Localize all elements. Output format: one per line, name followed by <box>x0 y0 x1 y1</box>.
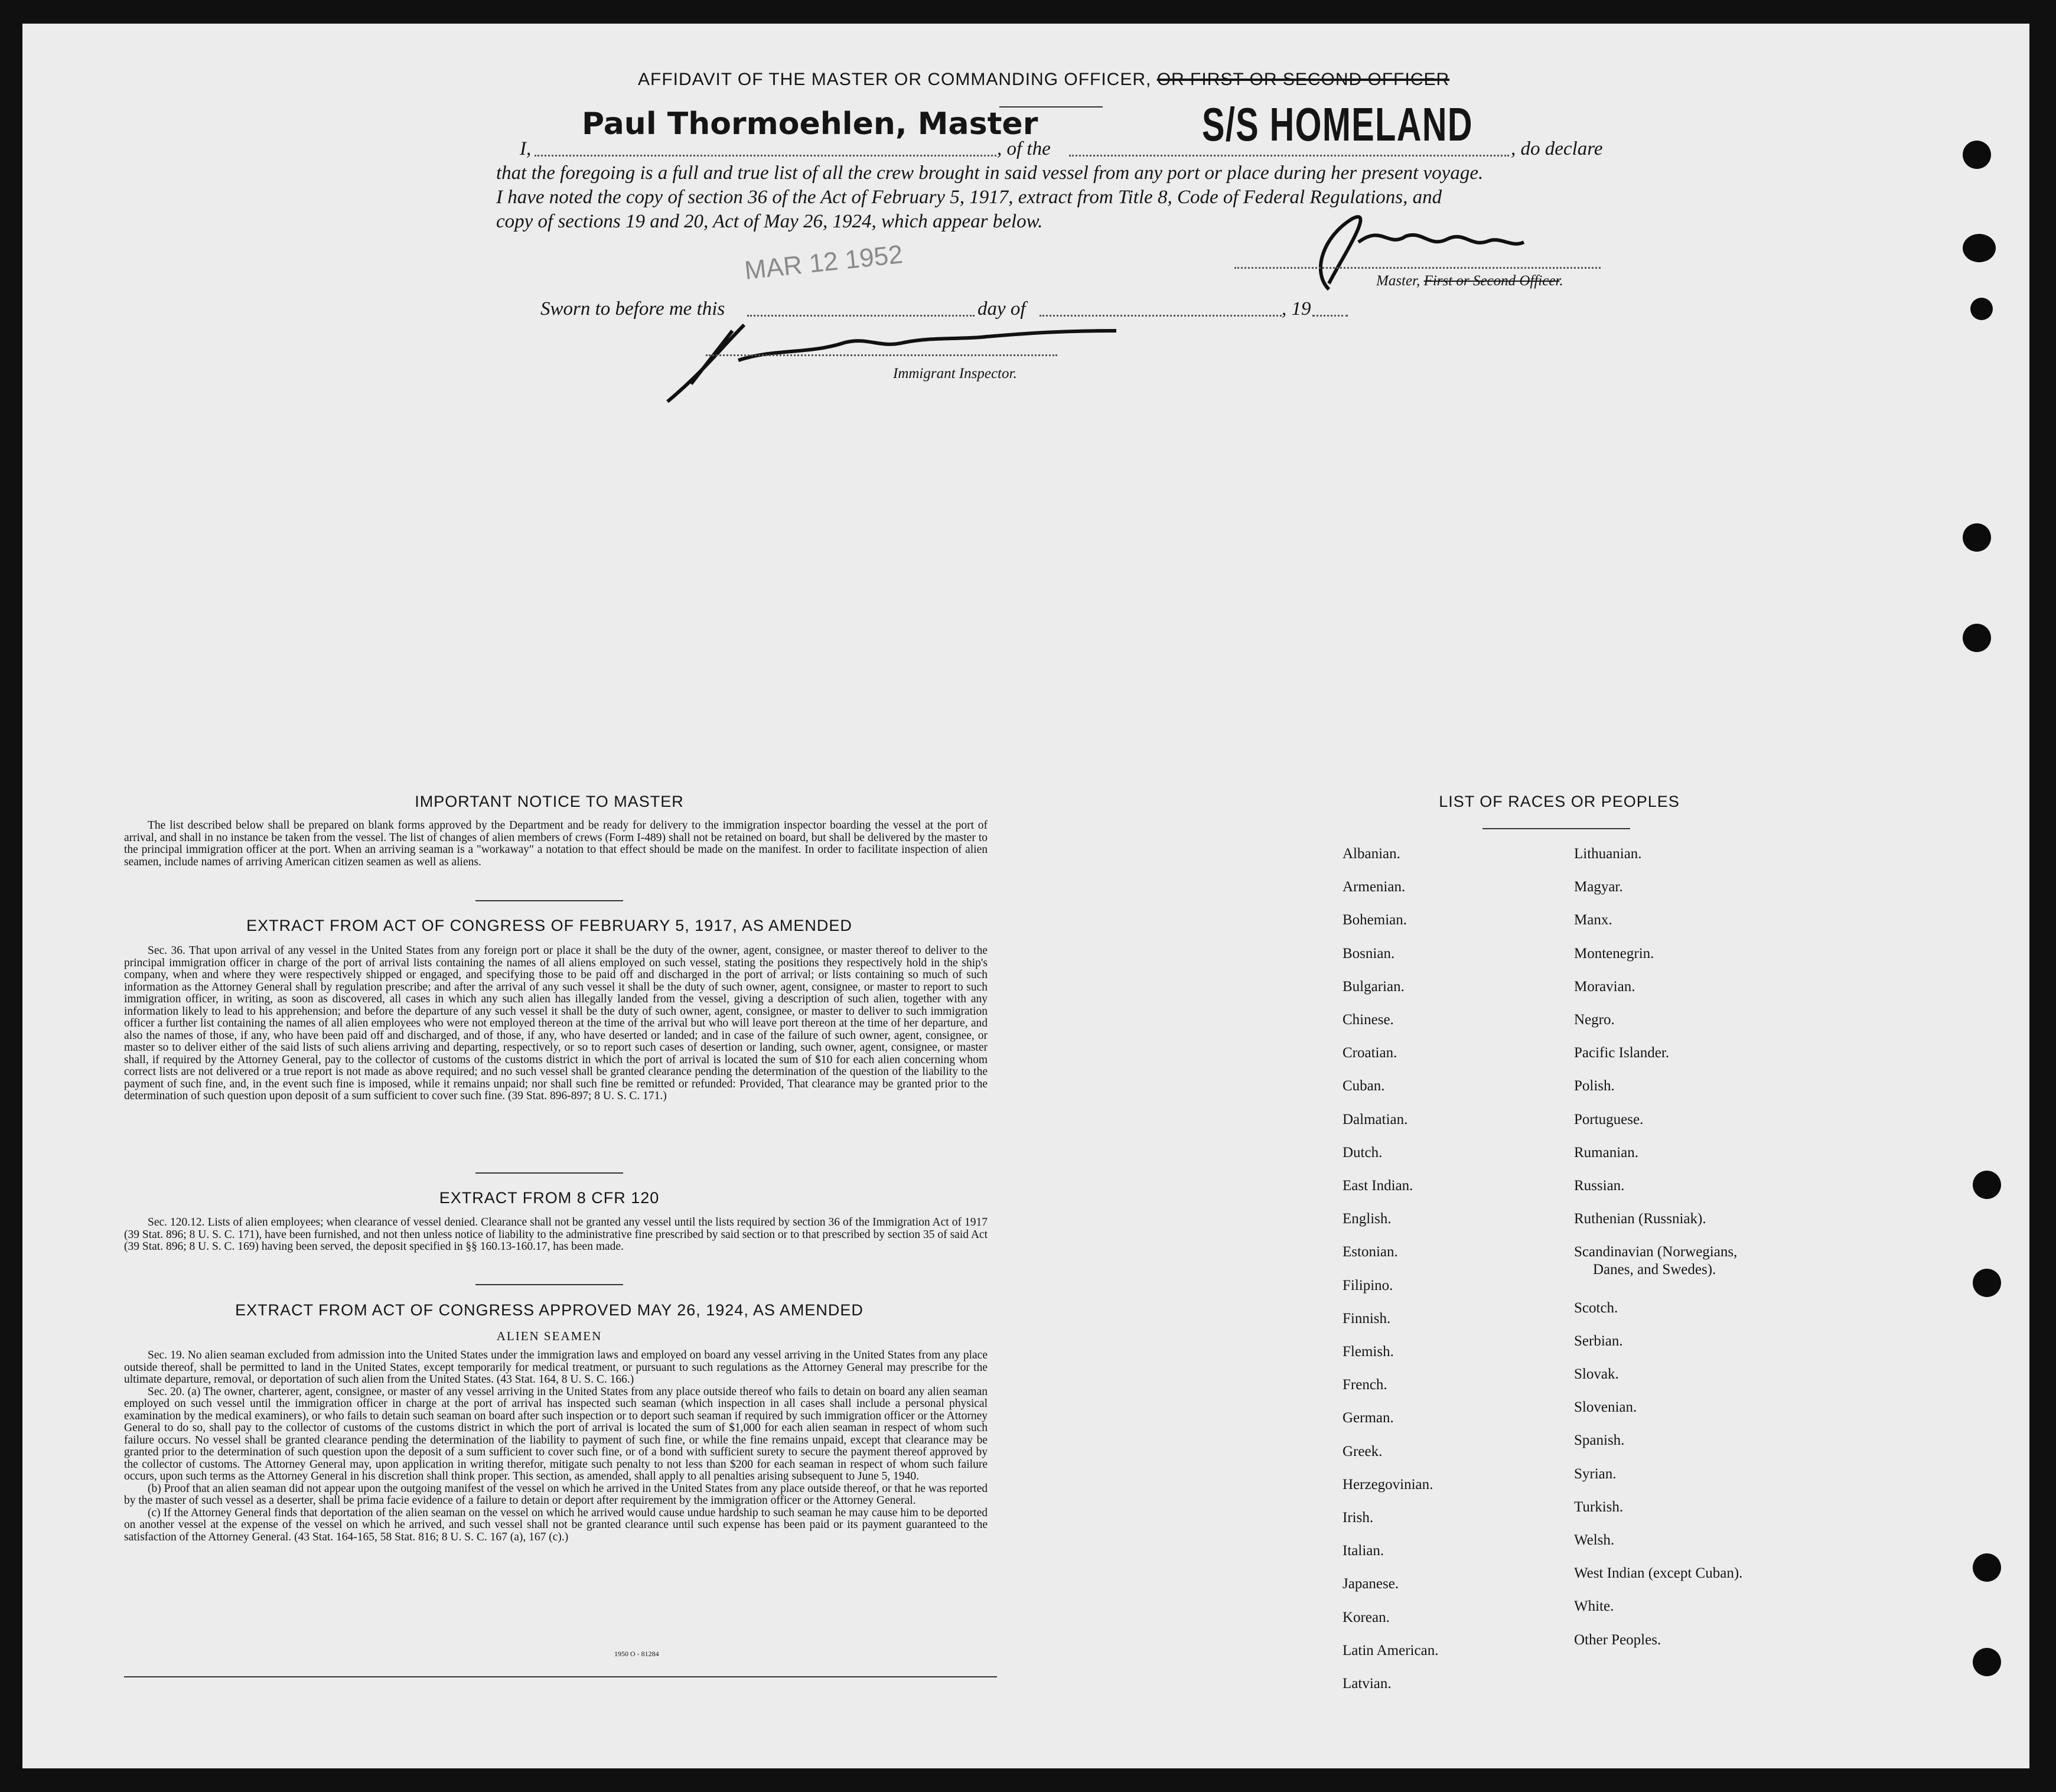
punch-hole <box>1973 1648 2001 1676</box>
race-item: French. <box>1343 1377 1387 1393</box>
race-item: Syrian. <box>1574 1465 1617 1482</box>
punch-hole <box>1963 624 1991 652</box>
inspector-label: Immigrant Inspector. <box>893 366 1017 382</box>
day-of-label: day of <box>978 298 1026 320</box>
date-stamp: MAR 12 1952 <box>743 240 904 285</box>
race-item: Moravian. <box>1574 978 1635 995</box>
extract-1917-heading: EXTRACT FROM ACT OF CONGRESS OF FEBRUARY 5, 1917, AS AMENDED <box>246 917 852 934</box>
alien-seamen-subheading: ALIEN SEAMEN <box>496 1329 602 1343</box>
race-item: Serbian. <box>1574 1332 1623 1349</box>
race-item: West Indian (except Cuban). <box>1574 1565 1743 1582</box>
extract-1924-body: Sec. 19. No alien seaman excluded from admission into the United States under the immigration laws and employed on board any vessel arriving in the United States from any place outside thereof, shall be permitted to land in the United States, except temporarily for medical treatment, or pursuant to such regulations as the Attorney General may prescribe for the ultimate departure, removal, or deportation of such alien from the United States. (43 Stat. 164, 8 U. S. C. 166.) Sec. 20. (a) The owner, charterer, agent, consignee, or master of any vessel arriving in the United States from any place outside thereof who fails to detain on board any alien seaman employed on such vessel until the immigration officer in charge at the port of arrival has inspected such seaman (which inspection in all cases shall include a personal physical examination by the medical examiners), or who fails to detain such seaman on board after such inspection or to deport such seaman if required by such immigration officer or the Attorney General to do so, shall pay to the collector of customs of the customs district in which the port of arrival is located the sum of $1,000 for each alien seaman in respect of whom such failure occurs. No vessel shall be granted clearance pending the determination of the liability to payment of such fine, or while the fine remains unpaid, except that clearance may be granted prior to the determination of such question upon the deposit of a sum sufficient to cover such fine, or of a bond with sufficient surety to secure the payment thereof approved by the collector of customs. The Attorney General may, upon application in writing therefor, mitigate such penalty to not less than $200 for each seaman in respect of whom such failure occurs, upon such terms as the Attorney General in his discretion shall think proper. This section, as amended, shall apply to all penalties arising subsequent to June 5, 1940. (b) Proof that an alien seaman did not appear upon the outgoing manifest of the vessel on which he arrived in the United States from any place outside thereof, or that he was reported by the master of such vessel as a deserter, shall be prima facie evidence of a failure to detain or deport after requirement by the immigration officer or the Attorney General. (c) If the Attorney General finds that deportation of the alien seaman on the vessel on which he arrived would cause undue hardship to such seaman he may cause him to be deported on another vessel at the expense of the vessel on which he arrived, and such vessel shall not be granted clearance until such expense has been paid or its payment guaranteed to the satisfaction of the Attorney General. (43 Stat. 164-165, 58 Stat. 816; 8 U. S. C. 167 (a), 167 (c).) <box>124 1349 988 1543</box>
race-item: Italian. <box>1343 1543 1384 1559</box>
punch-hole <box>1963 234 1996 262</box>
vessel-line <box>1069 155 1509 157</box>
race-item: Irish. <box>1343 1510 1374 1526</box>
punch-hole <box>1973 1171 2001 1199</box>
race-item: Montenegrin. <box>1574 945 1654 962</box>
race-item: Ruthenian (Russniak). <box>1574 1211 1706 1227</box>
race-item: Bosnian. <box>1343 945 1395 962</box>
race-item: Bohemian. <box>1343 912 1407 928</box>
race-item: Chinese. <box>1343 1012 1394 1028</box>
race-item: Turkish. <box>1574 1498 1624 1515</box>
race-item: Portuguese. <box>1574 1111 1644 1128</box>
extract-1917-body: Sec. 36. That upon arrival of any vessel in the United States from any foreign port or place it shall be the duty of the owner, agent, consignee, or master thereof to deliver to the principal immigration officer in charge of the port of arrival lists containing the names of all aliens employed on such vessel, stating the positions they respectively hold in the ship's company, when and where they were respectively shipped or engaged, and specifying those to be paid off and discharged in the port of arrival; or lists containing so much of such information as the Attorney General shall by regulation prescribe; and after the arrival of any such vessel it shall be the duty of such owner, agent, consignee, or master to report to such immigration officer, in writing, as soon as discovered, all cases in which any such alien has illegally landed from the vessel, giving a description of such alien, together with any information likely to lead to his apprehension; and before the departure of any such vessel it shall be the duty of such owner, agent, consignee, or master to deliver to such immigration officer a further list containing the names of all alien employees who were not employed thereon at the time of the arrival but who will leave port thereon at the time of her departure, and also the names of those, if any, who have been paid off and discharged, and of those, if any, who have deserted or landed; and in case of the failure of such owner, agent, consignee, or master so to deliver either of the said lists of such aliens arriving and departing, respectively, or so to report such cases of desertion or landing, such owner, agent, consignee, or master shall, if required by the Attorney General, pay to the collector of customs of the customs district in which the port of arrival is located the sum of $10 for each alien concerning whom correct lists are not delivered or a true report is not made as above required; and no such vessel shall be granted clearance pending the determination of the question of the liability to the payment of such fine, and, in the event such fine is imposed, while it remains unpaid; nor shall such fine be remitted or refunded: Provided, That clearance may be granted prior to the determination of such question upon deposit of a sum sufficient to cover such fine. (39 Stat. 896-897; 8 U. S. C. 171.) <box>124 944 988 1102</box>
punch-hole <box>1963 523 1991 552</box>
inspector-signature <box>656 313 1128 413</box>
notice-heading: IMPORTANT NOTICE TO MASTER <box>415 793 684 810</box>
race-item: Manx. <box>1574 912 1612 928</box>
race-item: Lithuanian. <box>1574 846 1642 862</box>
punch-hole <box>1963 141 1991 169</box>
bottom-rule <box>124 1676 997 1677</box>
race-item: Russian. <box>1574 1178 1625 1194</box>
affidavit-title: AFFIDAVIT OF THE MASTER OR COMMANDING OFFICER, OR FIRST OR SECOND OFFICER <box>638 70 1450 89</box>
punch-hole <box>1970 298 1993 320</box>
punch-hole <box>1973 1269 2001 1297</box>
race-item: Croatian. <box>1343 1045 1397 1061</box>
do-declare-label: , do declare <box>1511 138 1603 159</box>
divider-1 <box>475 900 623 901</box>
race-item: Japanese. <box>1343 1576 1399 1592</box>
race-item: Welsh. <box>1574 1532 1615 1548</box>
race-item: Albanian. <box>1343 846 1400 862</box>
race-item: Filipino. <box>1343 1277 1393 1294</box>
race-item: Negro. <box>1574 1012 1615 1028</box>
race-item: White. <box>1574 1598 1614 1615</box>
race-item: Finnish. <box>1343 1310 1391 1327</box>
race-item: Other Peoples. <box>1574 1631 1661 1648</box>
race-item: Pacific Islander. <box>1574 1045 1670 1061</box>
race-item: Armenian. <box>1343 879 1406 895</box>
race-item: Estonian. <box>1343 1244 1398 1260</box>
race-item: Herzegovinian. <box>1343 1476 1433 1493</box>
affidavit-line-3: I have noted the copy of section 36 of the Act of February 5, 1917, extract from Title 8, Code of Federal Regulations, and <box>496 187 1442 208</box>
sworn-label: Sworn to before me this <box>540 298 725 320</box>
extract-cfr-heading: EXTRACT FROM 8 CFR 120 <box>439 1189 660 1207</box>
race-item: Latvian. <box>1343 1676 1392 1692</box>
vessel-name: S/S HOMELAND <box>1202 98 1473 151</box>
race-item: Flemish. <box>1343 1344 1394 1360</box>
race-item: East Indian. <box>1343 1178 1413 1194</box>
extract-cfr-body: Sec. 120.12. Lists of alien employees; when clearance of vessel denied. Clearance shall not be granted any vessel until the lists required by section 36 of the Immigration Act of 1917 (39 Stat. 896; 8 U. S. C. 171), have been furnished, and not then unless notice of liability to the administrative fine prescribed by said section or to that prescribed by section 35 of said Act (39 Stat. 896; 8 U. S. C. 169) having been served, the deposit specified in §§ 160.13-160.17, has been made. <box>124 1216 988 1253</box>
race-item: German. <box>1343 1410 1394 1426</box>
race-item: Greek. <box>1343 1443 1383 1459</box>
race-item: Cuban. <box>1343 1078 1385 1094</box>
master-label: Master, First or Second Officer. <box>1376 273 1563 289</box>
race-item: Bulgarian. <box>1343 978 1405 995</box>
inspector-signature-line <box>706 354 1057 356</box>
races-heading: LIST OF RACES OR PEOPLES <box>1439 793 1680 810</box>
race-item: Dalmatian. <box>1343 1111 1408 1128</box>
race-item: Spanish. <box>1574 1432 1625 1449</box>
declarant-name: Paul Thormoehlen, Master <box>582 106 1038 142</box>
race-item: Danes, and Swedes). <box>1593 1262 1716 1278</box>
race-item: Scandinavian (Norwegians, <box>1574 1244 1738 1260</box>
race-item: Korean. <box>1343 1609 1390 1625</box>
race-item: Latin American. <box>1343 1642 1439 1659</box>
race-item: Polish. <box>1574 1078 1615 1094</box>
extract-1924-heading: EXTRACT FROM ACT OF CONGRESS APPROVED MAY 26, 1924, AS AMENDED <box>235 1301 864 1319</box>
punch-hole <box>1973 1553 2001 1582</box>
affidavit-line-4: copy of sections 19 and 20, Act of May 26, 1924, which appear below. <box>496 211 1043 232</box>
of-the-label: , of the <box>997 138 1051 159</box>
race-item: English. <box>1343 1211 1392 1227</box>
races-rule <box>1482 828 1630 829</box>
race-item: Slovenian. <box>1574 1399 1637 1416</box>
race-item: Rumanian. <box>1574 1144 1639 1161</box>
divider-3 <box>475 1284 623 1285</box>
race-item: Dutch. <box>1343 1144 1383 1161</box>
race-item: Magyar. <box>1574 879 1623 895</box>
affidavit-line-2: that the foregoing is a full and true list of all the crew brought in said vessel from any port or place during her present voyage. <box>496 162 1484 184</box>
declarant-line <box>535 155 996 157</box>
print-code: 1950 O - 81284 <box>614 1650 659 1658</box>
year-label: , 19 <box>1282 298 1311 320</box>
pronoun-i: I, <box>520 138 532 159</box>
struck-title-part: OR FIRST OR SECOND OFFICER <box>1156 70 1450 89</box>
year-line <box>1312 315 1348 317</box>
divider-2 <box>475 1172 623 1174</box>
race-item: Slovak. <box>1574 1366 1619 1382</box>
notice-body: The list described below shall be prepared on blank forms approved by the Department and be ready for delivery to the immigration inspector boarding the vessel at the port of arrival, and shall in no instance be taken from the vessel. The list of changes of alien members of crews (Form I-489) shall not be retained on board, but shall be delivered by the master to the principal immigration officer at the port. When an arriving seaman is a "workaway" a notation to that effect should be made on the manifest. In order to facilitate inspection of alien seamen, include names of arriving American citizen seamen as well as aliens. <box>124 819 988 868</box>
race-item: Scotch. <box>1574 1299 1618 1316</box>
